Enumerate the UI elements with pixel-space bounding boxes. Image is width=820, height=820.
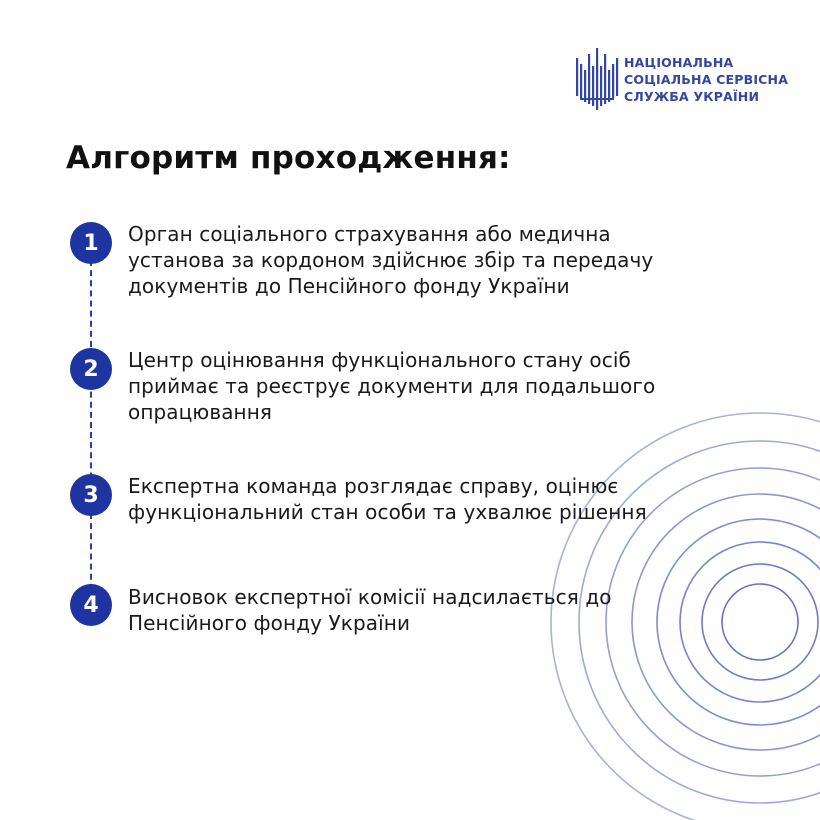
- logo-line-3: СЛУЖБА УКРАЇНИ: [624, 88, 760, 104]
- decorative-arc: [702, 564, 818, 680]
- step-number-badge: 1: [70, 222, 112, 264]
- step-1: [70, 221, 688, 299]
- logo: [574, 46, 788, 112]
- logo-line-2: СОЦІАЛЬНА СЕРВІСНА: [624, 71, 789, 87]
- decorative-arc: [680, 542, 820, 702]
- step-number-badge: 4: [70, 584, 112, 626]
- decorative-arc: [722, 584, 798, 660]
- step-number-badge: 2: [70, 348, 112, 390]
- step-text: Орган соціального страхування або медична установа за кордоном здійснює збір та передачу документів до Пенсійного фонду України: [128, 222, 654, 298]
- step-text: Центр оцінювання функціонального стану осіб приймає та реєструє документи для подальшого опрацювання: [128, 348, 656, 424]
- step-number-badge: 3: [70, 474, 112, 516]
- step-text: Експертна команда розглядає справу, оцінює функціональний стан особи та ухвалює рішення: [128, 474, 647, 524]
- step-4: [70, 584, 688, 636]
- timeline-dashed-line: [90, 260, 92, 600]
- logo-line-1: НАЦІОНАЛЬНА: [624, 54, 734, 70]
- step-text: Висновок експертної комісії надсилається до Пенсійного фонду України: [128, 585, 612, 635]
- logo-text: [624, 54, 788, 105]
- step-3: [70, 473, 688, 525]
- nssu-trident-logo-icon: [574, 46, 620, 112]
- page-title: Алгоритм проходження:: [66, 140, 511, 176]
- step-2: [70, 347, 688, 425]
